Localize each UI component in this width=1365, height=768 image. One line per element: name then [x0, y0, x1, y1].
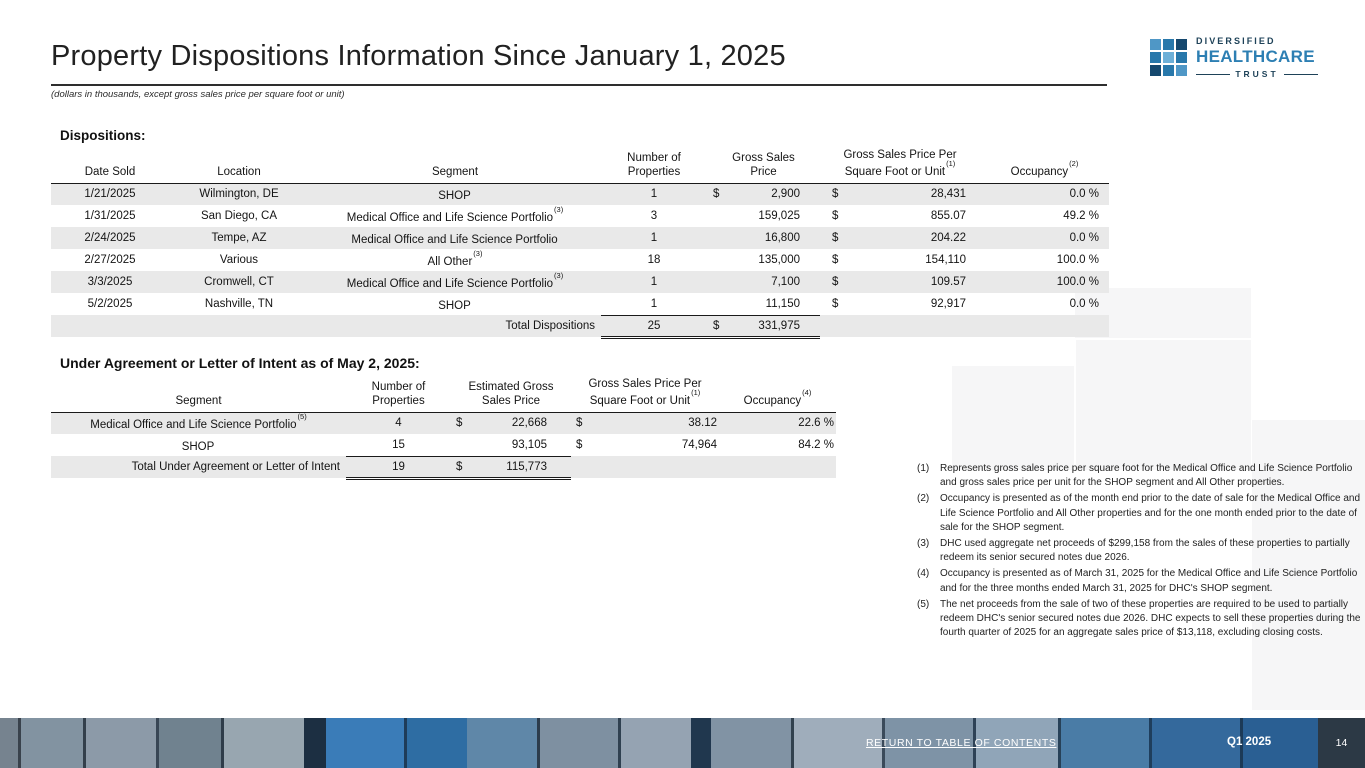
segment-cell: Medical Office and Life Science Portfolio$^{(5)}$: [90, 411, 307, 431]
footnote-number: (5): [917, 598, 930, 610]
price-per-sqft-cell: $ 38.12: [576, 417, 717, 430]
location-cell: Cromwell, CT: [204, 276, 274, 288]
under-agreement-heading: Under Agreement or Letter of Intent as of May 2, 2025:: [60, 355, 420, 371]
under-agreement-row: [51, 412, 836, 434]
logo-diversified-label: DIVERSIFIED: [1196, 36, 1276, 46]
estimated-gross-cell: 93,105: [511, 438, 547, 451]
empty-cell: [571, 456, 719, 478]
dispositions-row: [51, 249, 1109, 271]
dispositions-row: [51, 227, 1109, 249]
dispositions-row: [51, 183, 1109, 205]
footnote: [917, 537, 1364, 565]
segment-cell: SHOP: [438, 299, 471, 312]
location-cell: Various: [219, 254, 259, 266]
column-header-gross-sales-price: Gross Sales Price: [707, 147, 820, 183]
properties-cell: 4: [395, 417, 402, 430]
date-sold-cell: 1/21/2025: [84, 188, 136, 201]
total-properties-cell: 19: [346, 456, 451, 478]
column-header-number-of-properties: Number of Properties: [601, 147, 707, 183]
segment-cell: Medical Office and Life Science Portfolio$^{(3)}$: [346, 204, 564, 224]
estimated-gross-cell: $ 22,668: [456, 417, 547, 430]
logo-text: [1196, 36, 1318, 79]
footnote-number: (4): [917, 568, 930, 580]
column-header-price-per-sqft: Gross Sales Price Per Square Foot or Unit$^{(1)}$: [571, 376, 719, 412]
price-per-sqft-cell: $ 855.07: [832, 210, 966, 222]
occupancy-cell: 100.0 %: [1056, 254, 1099, 266]
footnote-text: Occupancy is presented as of March 31, 2025 for the Medical Office and Life Science Portfolio and for the three months ended March 31, 2025 for DHC's SHOP segment.: [940, 568, 1358, 594]
return-to-toc-link[interactable]: RETURN TO TABLE OF CONTENTS: [866, 737, 1057, 749]
price-per-sqft-cell: $ 154,110: [832, 254, 966, 266]
date-sold-cell: 2/24/2025: [84, 232, 136, 244]
empty-cell: [820, 315, 980, 337]
segment-cell: SHOP: [438, 189, 471, 202]
segment-cell: Medical Office and Life Science Portfolio: [351, 233, 558, 246]
footnote-text: Occupancy is presented as of the month end prior to the date of sale for the Medical Office and Life Science Portfolio and All Other properties and for the one month ended prior to the date of sale for the SHOP segment.: [940, 493, 1361, 533]
footer-quarter-label: Q1 2025: [1227, 736, 1272, 748]
gross-sales-price-cell: 135,000: [758, 254, 800, 266]
date-sold-cell: 1/31/2025: [84, 210, 136, 222]
under-agreement-total-row: [51, 456, 836, 478]
empty-cell: [980, 315, 1109, 337]
column-header-occupancy: Occupancy$^{(4)}$: [719, 376, 836, 412]
occupancy-cell: 0.0 %: [1069, 298, 1099, 310]
occupancy-cell: 84.2 %: [798, 439, 834, 451]
date-sold-cell: 3/3/2025: [87, 276, 133, 288]
footnote: [917, 492, 1364, 535]
footnote: [917, 567, 1364, 595]
footnotes-block: [917, 462, 1364, 642]
dispositions-header-row: [51, 147, 1109, 183]
price-per-sqft-cell: $ 109.57: [832, 276, 966, 288]
total-gross-cell: $ 331,975: [707, 315, 820, 337]
gross-sales-price-cell: 7,100: [771, 276, 800, 288]
page-subtitle: (dollars in thousands, except gross sales price per square foot or unit): [51, 89, 345, 100]
logo-healthcare-label: HEALTHCARE: [1196, 47, 1315, 66]
page-title: Property Dispositions Information Since January 1, 2025: [51, 40, 786, 72]
occupancy-cell: 22.6 %: [798, 417, 834, 430]
location-cell: Tempe, AZ: [211, 232, 267, 244]
occupancy-cell: 0.0 %: [1069, 188, 1099, 201]
under-agreement-row: [51, 434, 836, 456]
segment-cell: Medical Office and Life Science Portfolio$^{(3)}$: [346, 270, 564, 290]
price-per-sqft-cell: $ 92,917: [832, 298, 966, 310]
segment-cell: All Other$^{(3)}$: [427, 248, 483, 268]
dispositions-row: [51, 205, 1109, 227]
dhc-grid-icon: [1150, 39, 1187, 76]
total-under-agreement-label: Total Under Agreement or Letter of Intent: [131, 461, 340, 473]
location-cell: San Diego, CA: [200, 210, 278, 222]
gross-sales-price-cell: 159,025: [758, 210, 800, 222]
company-logo: [1150, 36, 1318, 79]
properties-cell: 15: [392, 438, 405, 451]
total-properties-cell: 25: [601, 315, 707, 337]
footnote-text: The net proceeds from the sale of two of these properties are required to be used to partially redeem DHC's senior secured notes due 2026. DHC expects to sell these properties during the fourth quarter of 2025 for an aggregate sales price of $13,118, excluding closing costs.: [940, 598, 1361, 639]
total-gross-cell: $ 115,773: [451, 456, 571, 478]
price-per-sqft-cell: $ 28,431: [832, 188, 966, 201]
column-header-segment: Segment: [309, 147, 601, 183]
price-per-sqft-cell: $ 204.22: [832, 232, 966, 244]
under-agreement-header-row: [51, 376, 836, 412]
gross-sales-price-cell: $ 2,900: [713, 188, 800, 201]
segment-cell: SHOP: [181, 440, 215, 453]
location-cell: Wilmington, DE: [199, 188, 279, 201]
dispositions-row: [51, 271, 1109, 293]
footnote-text: DHC used aggregate net proceeds of $299,158 from the sales of these properties to partially redeem its senior secured notes due 2026.: [940, 537, 1350, 564]
total-dispositions-label: Total Dispositions: [505, 320, 595, 332]
occupancy-cell: 49.2 %: [1063, 210, 1099, 222]
page-number: 14: [1318, 718, 1365, 768]
logo-trust-label: TRUST: [1196, 69, 1318, 79]
occupancy-cell: 100.0 %: [1056, 276, 1099, 288]
dispositions-heading: Dispositions:: [60, 128, 146, 143]
date-sold-cell: 5/2/2025: [87, 298, 133, 310]
footnote-number: (3): [917, 537, 930, 549]
occupancy-cell: 0.0 %: [1069, 232, 1099, 244]
properties-cell: 1: [650, 297, 658, 310]
dispositions-row: [51, 293, 1109, 315]
title-divider: [51, 84, 1107, 86]
footnote-number: (1): [917, 463, 930, 474]
column-header-number-of-properties: Number of Properties: [346, 376, 451, 412]
under-agreement-table: [51, 376, 836, 480]
background-watermark: [1076, 340, 1251, 470]
column-header-date-sold: Date Sold: [51, 147, 169, 183]
column-header-estimated-gross-sales-price: Estimated Gross Sales Price: [451, 376, 571, 412]
gross-sales-price-cell: 16,800: [764, 232, 800, 244]
column-header-location: Location: [169, 147, 309, 183]
dispositions-total-row: [51, 315, 1109, 337]
properties-cell: 3: [650, 210, 658, 222]
date-sold-cell: 2/27/2025: [84, 254, 136, 266]
column-header-price-per-sqft: Gross Sales Price Per Square Foot or Unit$^{(1)}$: [820, 147, 980, 183]
background-watermark: [952, 366, 1074, 470]
column-header-segment: Segment: [51, 376, 346, 412]
properties-cell: 1: [650, 276, 658, 288]
dispositions-table: [51, 147, 1109, 339]
properties-cell: 18: [647, 254, 661, 266]
footnote-number: (2): [917, 493, 930, 505]
location-cell: Nashville, TN: [204, 298, 274, 310]
column-header-occupancy: Occupancy$^{(2)}$: [980, 147, 1109, 183]
footnote: [917, 462, 1364, 490]
gross-sales-price-cell: 11,150: [765, 297, 800, 310]
footer-photo-strip: [0, 718, 1365, 768]
footnote: [917, 598, 1364, 641]
footnote-text: Represents gross sales price per square foot for the Medical Office and Life Science Portfolio and gross sales price per unit for the SHOP segment and All Other properties.: [940, 463, 1353, 489]
empty-cell: [719, 456, 836, 478]
price-per-sqft-cell: $ 74,964: [576, 439, 717, 451]
properties-cell: 1: [650, 232, 658, 244]
properties-cell: 1: [650, 188, 658, 201]
